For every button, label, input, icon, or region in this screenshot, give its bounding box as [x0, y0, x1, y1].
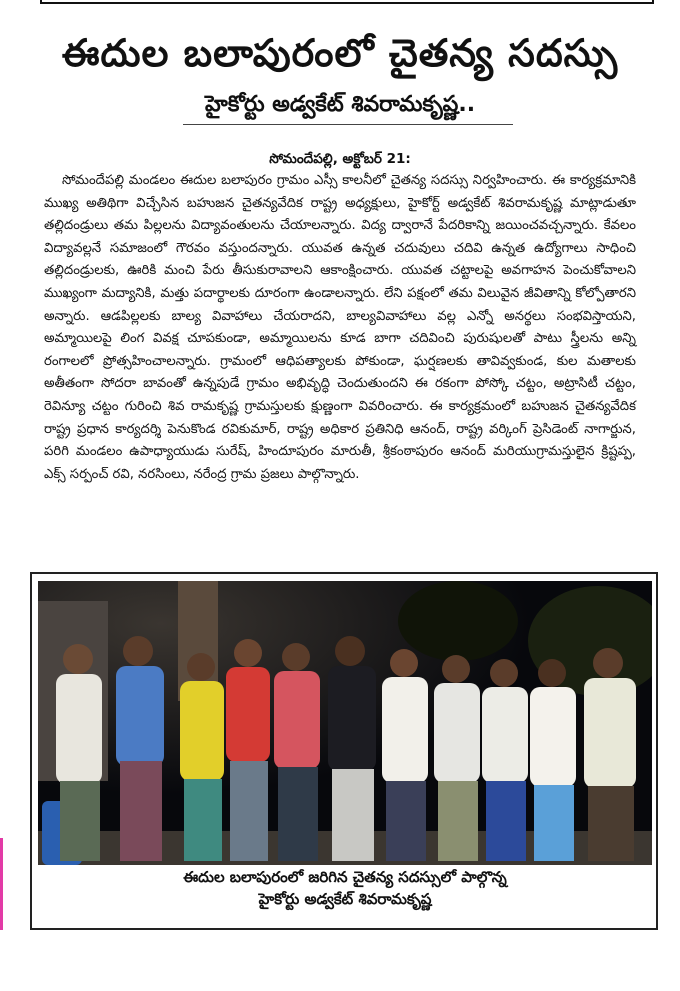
photo-frame: [30, 572, 658, 930]
photo-caption-line-1: ఈదుల బలాపురంలో జరిగిన చైతన్య సదస్సులో పాల్గొన్న: [183, 868, 507, 886]
article-subheadline: హైకోర్టు అడ్వకేట్ శివరామకృష్ణ..: [204, 92, 476, 117]
top-frame-border: [40, 0, 654, 4]
photo-caption: [38, 866, 652, 910]
group-photo: [38, 581, 652, 865]
photo-caption-line-2: హైకోర్టు అడ్వకేట్ శివరామకృష్ణ: [258, 890, 432, 908]
article-headline: ఈదుల బలాపురంలో చైతన్య సదస్సు: [61, 31, 619, 75]
article-body: సోమందేపల్లి మండలం ఈదుల బలాపురం గ్రామం ఎస్సీ కాలనీలో చైతన్య సదస్సు నిర్వహించారు. ఈ కార్యక్రమానికి ముఖ్య అతిథిగా విచ్చేసిన బహుజన చైతన్యవేదిక రాష్ట్ర అధ్యక్షులు, హైకోర్ట్ అడ్వకేట్ శివరామకృష్ణ మాట్లాడుతూ తల్లిదండ్రులు తమ పిల్లలను విద్యావంతులను చేయాలన్నారు. విద్య ద్వారానే పేదరికాన్ని జయించవచ్చన్నారు. కేవలం విద్యావల్లనే సమాజంలో గౌరవం వస్తుందన్నారు. యువత ఉన్నత చదువులు చదివి ఉన్నత ఉద్యోగాలు సాధించి తల్లిదండ్రులకు, ఊరికి మంచి పేరు తీసుకురావాలని ఆకాంక్షించారు. యువత చట్టాలపై అవగాహన పెంచుకోవాలని ముఖ్యంగా మద్యానికి, మత్తు పదార్థాలకు దూరంగా ఉండాలన్నారు. లేని పక్షంలో తమ విలువైన జీవితాన్ని కోల్పోతారని అన్నారు. ఆడపిల్లలకు బాల్య వివాహాలు చేయరాదని, బాల్యవివాహాలు వల్ల ఎన్నో అనర్థలు సంభవిస్తాయని, అమ్మాయిలపై లింగ వివక్ష చూపకుండా, అమ్మాయిలను కూడ బాగా చదివించి పురుషులతో పాటు స్త్రీలను అన్ని రంగాలలో ప్రోత్సహించాలన్నారు. గ్రామంలో ఆధిపత్యాలకు పోకుండా, ఘర్షణలకు తావివ్వకుండ, కుల మతాలకు అతీతంగా సోదరా బావంతో ఉన్నపుడే గ్రామం అభివృద్ధి చెందుతుందని ఈ రకంగా పోస్కో చట్టం, అట్రాసిటీ చట్టం, రెవిన్యూ చట్టం గురించి శివ రామకృష్ణ గ్రామస్తులకు క్షుణ్ణంగా వివరించారు. ఈ కార్యక్రమంలో బహుజన చైతన్యవేదిక రాష్ట్ర ప్రధాన కార్యదర్శి పెనుకొండ రవికుమార్, రాష్ట్ర అధికార ప్రతినిధి ఆనంద్, రాష్ట్ర వర్కింగ్ ప్రెసిడెంట్ నాగార్జున, పరిగి మండలం ఉపాధ్యాయుడు సురేష్, హిందూపురం మారుతీ, శ్రీకంఠాపురం ఆనంద్ మరియుగ్రామస్తులైన క్రిష్టప్ప, ఎక్స్ సర్పంచ్ రవి, నరసింలు, నరేంద్ర గ్రామ ప్రజలు పాల్గొన్నారు.: [44, 173, 636, 482]
subheadline-underline: [183, 124, 513, 125]
margin-color-strip: [0, 838, 3, 930]
article-dateline: సోమందేపల్లి, అక్టోబర్ 21:: [269, 151, 411, 167]
